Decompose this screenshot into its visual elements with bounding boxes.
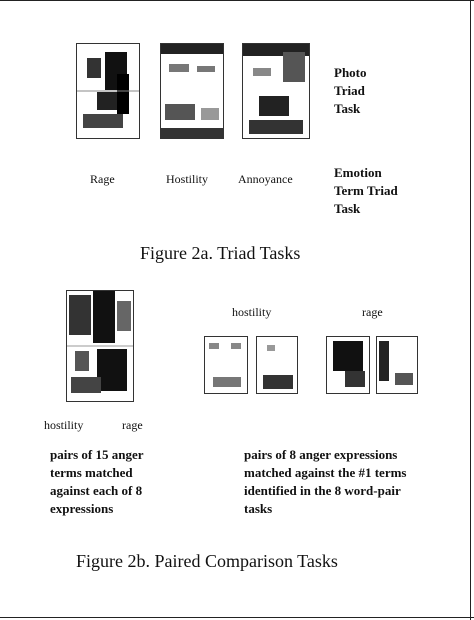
page-border-bottom: [0, 617, 474, 618]
photo-annoyance-face: [242, 43, 310, 139]
term-hostility: Hostility: [166, 172, 209, 186]
paired-left-line-3: against each of 8: [50, 483, 143, 498]
paired-left-term-hostility: hostility: [44, 418, 84, 432]
page-border-right: [470, 0, 471, 620]
term-rage: Rage: [90, 172, 115, 186]
photo-task-line-1: Photo: [334, 65, 367, 80]
page-border-top: [0, 0, 474, 1]
photo-paired-right-3: [326, 336, 370, 394]
term-annoyance: Annoyance: [238, 172, 293, 186]
paired-left-term-rage: rage: [122, 418, 143, 432]
emotion-task-label: [334, 164, 434, 218]
emotion-task-line-1: Emotion: [334, 165, 382, 180]
paired-left-line-1: pairs of 15 anger: [50, 447, 144, 462]
paired-right-line-4: tasks: [244, 501, 273, 516]
paired-right-line-3: identified in the 8 word-pair: [244, 483, 401, 498]
figure-2a-caption: Figure 2a. Triad Tasks: [140, 243, 301, 263]
paired-right-line-1: pairs of 8 anger expressions: [244, 447, 398, 462]
emotion-task-line-2: Term Triad: [334, 183, 398, 198]
photo-paired-right-2: [256, 336, 298, 394]
photo-task-line-3: Task: [334, 101, 361, 116]
photo-rage-face: [76, 43, 140, 139]
paired-left-line-4: expressions: [50, 501, 114, 516]
photo-paired-right-4: [376, 336, 418, 394]
photo-task-line-2: Triad: [334, 83, 365, 98]
paired-right-term-hostility: hostility: [232, 305, 272, 319]
paired-left-description: [50, 446, 200, 518]
figure-2b-caption: Figure 2b. Paired Comparison Tasks: [76, 551, 338, 571]
photo-paired-right-1: [204, 336, 248, 394]
photo-paired-left: [66, 290, 134, 402]
paired-right-line-2: matched against the #1 terms: [244, 465, 407, 480]
paired-right-term-rage: rage: [362, 305, 383, 319]
photo-hostility-face: [160, 43, 224, 139]
paired-right-description: [244, 446, 464, 518]
photo-task-label: [334, 64, 414, 118]
emotion-task-line-3: Task: [334, 201, 361, 216]
paired-left-line-2: terms matched: [50, 465, 133, 480]
